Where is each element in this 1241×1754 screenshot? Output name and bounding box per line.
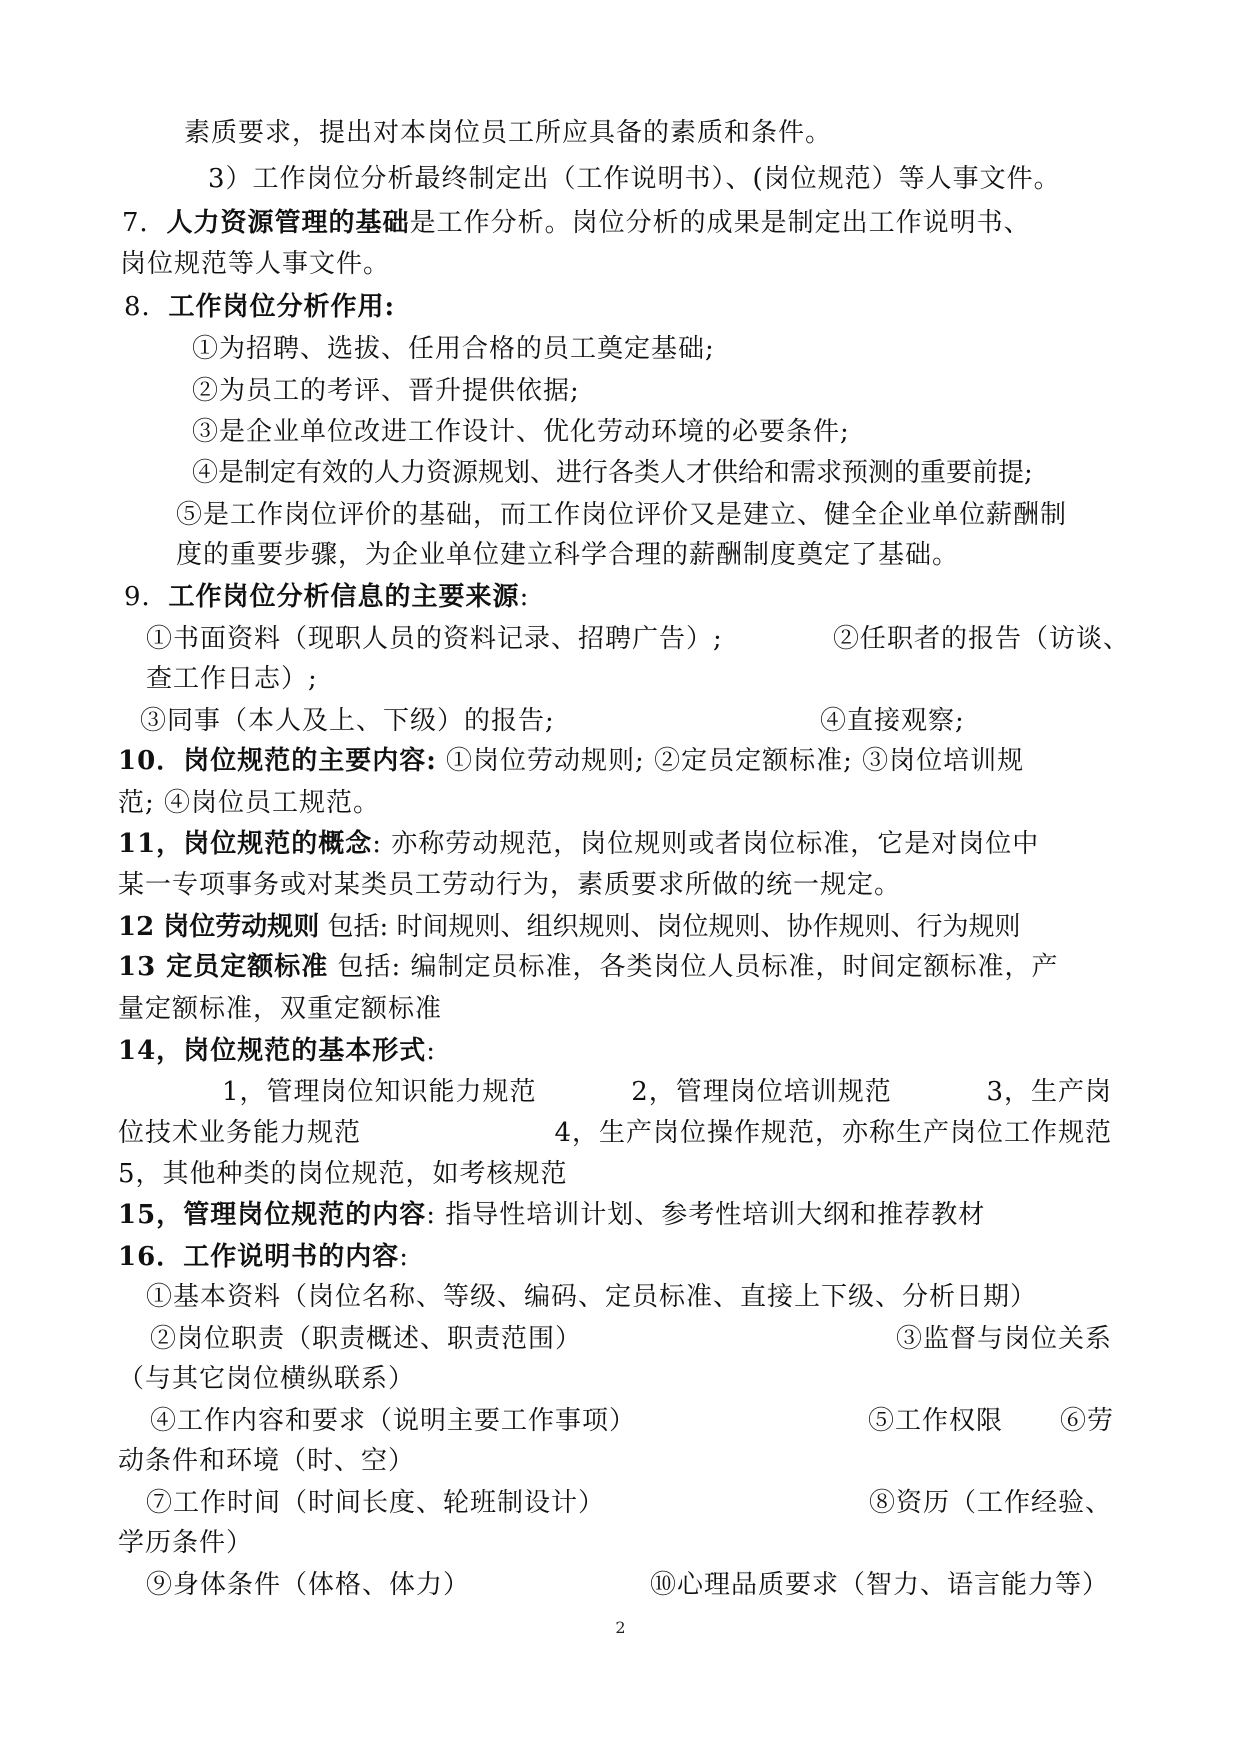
text-line: （与其它岗位横纵联系） bbox=[118, 1364, 416, 1394]
list-item: ④工作内容和要求（说明主要工作事项） bbox=[150, 1406, 637, 1436]
section-7 bbox=[122, 206, 1031, 240]
list-item: ⑨身体条件（体格、体力） bbox=[146, 1570, 471, 1600]
list-item: ③监督与岗位关系 bbox=[895, 1324, 1112, 1354]
list-item: ⑦工作时间（时间长度、轮班制设计） bbox=[146, 1488, 606, 1518]
source-item: ②任职者的报告（访谈、 bbox=[832, 624, 1130, 654]
list-item: ①基本资料（岗位名称、等级、编码、定员标准、直接上下级、分析日期） bbox=[146, 1282, 1038, 1312]
text-line bbox=[150, 1322, 1112, 1356]
section-8 bbox=[124, 290, 395, 324]
section-heading: 岗位规范的概念 bbox=[183, 829, 373, 859]
form-item: 1，管理岗位知识能力规范 bbox=[222, 1077, 537, 1107]
text-line: 学历条件） bbox=[118, 1528, 254, 1558]
form-item: 位技术业务能力规范 bbox=[118, 1118, 362, 1148]
section-heading: 工作说明书的内容 bbox=[183, 1242, 400, 1272]
section-heading: 工作岗位分析信息的主要来源 bbox=[168, 582, 520, 612]
section-text: : 亦称劳动规范，岗位规则或者岗位标准，它是对岗位中 bbox=[372, 829, 1040, 859]
list-item: ⑤是工作岗位评价的基础，而工作岗位评价又是建立、健全企业单位薪酬制 bbox=[176, 500, 1068, 530]
section-number: 15， bbox=[118, 1200, 184, 1230]
text-line: 范; ④岗位员工规范。 bbox=[118, 788, 381, 818]
page-number: 2 bbox=[615, 1618, 626, 1637]
section-text: ①岗位劳动规则; ②定员定额标准; ③岗位培训规 bbox=[436, 746, 1025, 776]
section-16 bbox=[118, 1240, 409, 1274]
section-heading: 工作岗位分析作用: bbox=[168, 292, 396, 322]
text-line bbox=[118, 1116, 1112, 1150]
section-colon: : bbox=[426, 1036, 436, 1066]
source-item: ③同事（本人及上、下级）的报告; bbox=[140, 706, 555, 736]
section-number: 16． bbox=[118, 1242, 184, 1272]
form-item: 2，管理岗位培训规范 bbox=[631, 1077, 892, 1107]
section-number: 7． bbox=[122, 208, 167, 238]
section-number: 14， bbox=[118, 1036, 184, 1066]
section-15 bbox=[118, 1198, 985, 1232]
list-item: ⑧资历（工作经验、 bbox=[868, 1488, 1112, 1518]
section-heading: 岗位规范的主要内容: bbox=[183, 746, 437, 776]
form-item: 4，生产岗位操作规范，亦称生产岗位工作规范 bbox=[554, 1118, 1112, 1148]
text-line: 岗位规范等人事文件。 bbox=[120, 249, 391, 279]
section-heading: 人力资源管理的基础 bbox=[166, 208, 410, 238]
text-line: 某一专项事务或对某类员工劳动行为，素质要求所做的统一规定。 bbox=[118, 870, 902, 900]
section-heading: 岗位劳动规则 bbox=[163, 912, 320, 942]
text-line bbox=[222, 1075, 1112, 1109]
text-line: 素质要求，提出对本岗位员工所应具备的素质和条件。 bbox=[184, 118, 833, 148]
section-14 bbox=[118, 1034, 436, 1068]
section-12 bbox=[118, 910, 1021, 944]
list-item: ②岗位职责（职责概述、职责范围） bbox=[150, 1324, 583, 1354]
list-item: ⑩心理品质要求（智力、语言能力等） bbox=[650, 1570, 1110, 1600]
section-heading: 定员定额标准 bbox=[166, 952, 329, 982]
section-colon: : bbox=[519, 582, 530, 612]
section-number: 10． bbox=[118, 746, 184, 776]
section-number: 12 bbox=[118, 912, 164, 942]
text-line: 动条件和环境（时、空） bbox=[118, 1446, 416, 1476]
list-item: ⑤工作权限 bbox=[868, 1406, 1004, 1436]
text-line bbox=[146, 1486, 1112, 1520]
list-item: ①为招聘、选拔、任用合格的员工奠定基础; bbox=[192, 334, 715, 364]
section-text: 是工作分析。岗位分析的成果是制定出工作说明书、 bbox=[409, 208, 1031, 238]
list-item: ③是企业单位改进工作设计、优化劳动环境的必要条件; bbox=[192, 417, 850, 447]
text-line: 量定额标准，双重定额标准 bbox=[118, 994, 443, 1024]
section-number: 8． bbox=[124, 292, 169, 322]
source-item: ④直接观察; bbox=[820, 706, 965, 736]
text-line: 查工作日志）; bbox=[146, 664, 318, 694]
section-11 bbox=[118, 827, 1039, 861]
section-colon: : bbox=[399, 1242, 409, 1272]
text-line: 度的重要步骤，为企业单位建立科学合理的薪酬制度奠定了基础。 bbox=[176, 540, 960, 570]
text-line: 3）工作岗位分析最终制定出（工作说明书）、(岗位规范）等人事文件。 bbox=[208, 164, 1061, 194]
section-text: : 指导性培训计划、参考性培训大纲和推荐教材 bbox=[426, 1200, 986, 1230]
form-item: 3，生产岗 bbox=[986, 1077, 1112, 1107]
section-13 bbox=[118, 950, 1059, 984]
section-number: 9． bbox=[124, 582, 169, 612]
section-text: 包括: 编制定员标准，各类岗位人员标准，时间定额标准，产 bbox=[328, 952, 1059, 982]
text-line bbox=[146, 622, 1130, 656]
section-text: 包括: 时间规则、组织规则、岗位规则、协作规则、行为规则 bbox=[319, 912, 1021, 942]
form-item: 5，其他种类的岗位规范，如考核规范 bbox=[118, 1159, 568, 1189]
section-9 bbox=[124, 580, 529, 614]
section-number: 13 bbox=[118, 952, 167, 982]
list-item: ②为员工的考评、晋升提供依据; bbox=[192, 376, 580, 406]
section-10 bbox=[118, 744, 1024, 778]
list-item: ⑥劳 bbox=[1060, 1406, 1115, 1436]
section-heading: 岗位规范的基本形式 bbox=[183, 1036, 427, 1066]
section-number: 11， bbox=[118, 829, 184, 859]
list-item: ④是制定有效的人力资源规划、进行各类人才供给和需求预测的重要前提; bbox=[192, 458, 1033, 488]
source-item: ①书面资料（现职人员的资料记录、招聘广告）; bbox=[146, 624, 723, 654]
section-heading: 管理岗位规范的内容 bbox=[183, 1200, 427, 1230]
